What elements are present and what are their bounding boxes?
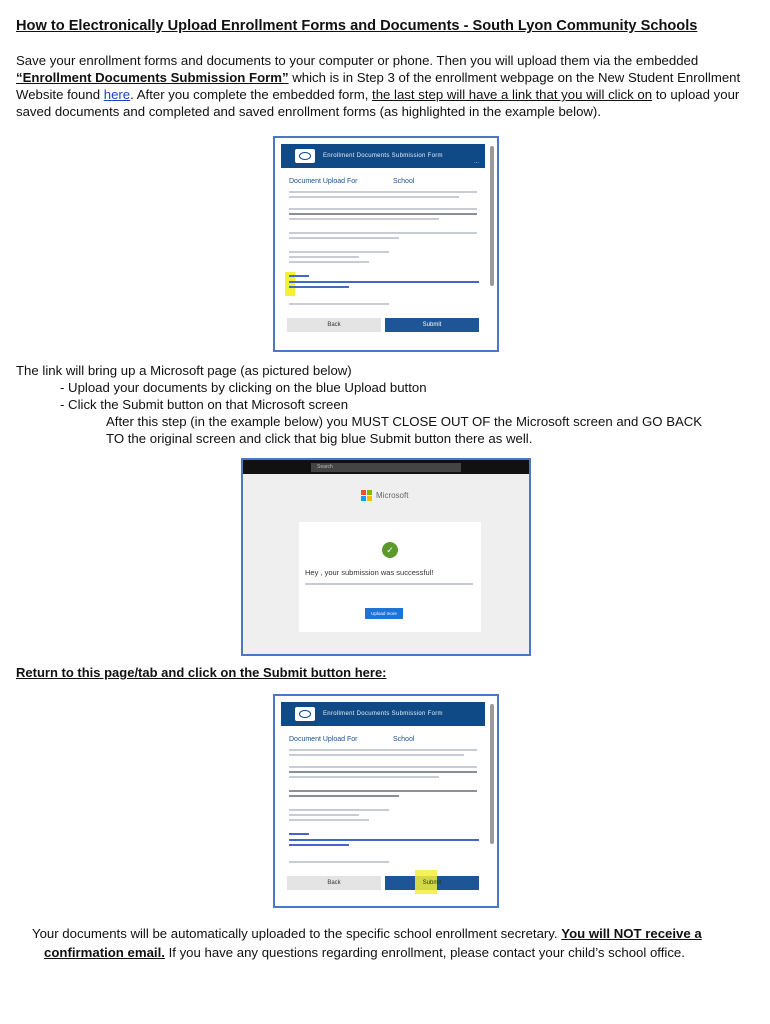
return-instruction: Return to this page/tab and click on the Submit button here:: [16, 665, 387, 680]
form-school: School: [393, 178, 415, 185]
intro-underline: the last step will have a link that you will click on: [372, 87, 653, 102]
intro-text-3: . After you complete the embedded form,: [130, 87, 373, 102]
form-school: School: [393, 736, 415, 743]
submit-button[interactable]: [385, 876, 479, 890]
microsoft-grid-icon: [361, 490, 372, 501]
instructions: [16, 362, 756, 447]
upload-more-button[interactable]: Upload more: [365, 608, 403, 619]
success-message: Hey , your submission was successful!: [305, 568, 434, 577]
submit-button[interactable]: Submit: [385, 318, 479, 332]
scrollbar[interactable]: [490, 704, 494, 844]
form-screenshot-1: [273, 136, 499, 352]
instruction-line-4a: After this step (in the example below) you MUST CLOSE OUT OF the Microsoft screen and GO BACK: [106, 414, 703, 429]
form-header-text: Enrollment Documents Submission Form: [323, 711, 443, 717]
closing-bold-1: You will NOT receive a: [561, 926, 702, 941]
form-title: Document Upload For: [289, 736, 358, 743]
closing-text-1: Your documents will be automatically uploaded to the specific school enrollment secretary.: [32, 926, 562, 941]
submit-label: Submit: [422, 880, 442, 886]
form-name: “Enrollment Documents Submission Form”: [16, 70, 289, 85]
instruction-line-1: The link will bring up a Microsoft page (as pictured below): [16, 363, 352, 378]
back-button[interactable]: Back: [287, 876, 381, 890]
instruction-line-4b: TO the original screen and click that big blue Submit button there as well.: [106, 431, 533, 446]
intro-text-1: Save your enrollment forms and documents to your computer or phone. Then you will upload them via the embedded: [16, 53, 699, 68]
school-logo-icon: [295, 707, 315, 721]
checkmark-icon: ✓: [382, 542, 398, 558]
form-header: [281, 702, 485, 726]
search-input[interactable]: Search: [311, 463, 461, 472]
intro-text-2: which is in Step 3 of the enrollment webpage on the New Student Enrollment Website found: [16, 70, 741, 102]
intro-paragraph: [16, 52, 752, 120]
closing-text-2: If you have any questions regarding enrollment, please contact your child’s school office.: [164, 945, 685, 960]
form-title: Document Upload For: [289, 178, 358, 185]
microsoft-logo: [361, 490, 408, 501]
form-header: [281, 144, 485, 168]
form-header-text: Enrollment Documents Submission Form: [323, 153, 443, 159]
success-card: [299, 522, 481, 632]
here-link[interactable]: here: [103, 87, 131, 102]
closing-paragraph: [16, 924, 756, 962]
instruction-line-3: - Click the Submit button on that Microsoft screen: [60, 397, 349, 412]
school-logo-icon: [295, 149, 315, 163]
intro-text-4: to upload your saved documents and completed and saved enrollment forms (as highlighted in the example below).: [16, 87, 740, 119]
more-icon: ...: [473, 159, 479, 165]
instruction-line-2: - Upload your documents by clicking on the blue Upload button: [60, 380, 427, 395]
scrollbar[interactable]: [490, 146, 494, 286]
microsoft-screenshot: [241, 458, 531, 656]
microsoft-word: Microsoft: [376, 491, 409, 500]
back-button[interactable]: Back: [287, 318, 381, 332]
closing-bold-2: confirmation email.: [44, 945, 165, 960]
browser-top-bar: [243, 460, 529, 474]
form-screenshot-2: [273, 694, 499, 908]
page-title: How to Electronically Upload Enrollment Forms and Documents - South Lyon Community Schools: [16, 18, 698, 34]
